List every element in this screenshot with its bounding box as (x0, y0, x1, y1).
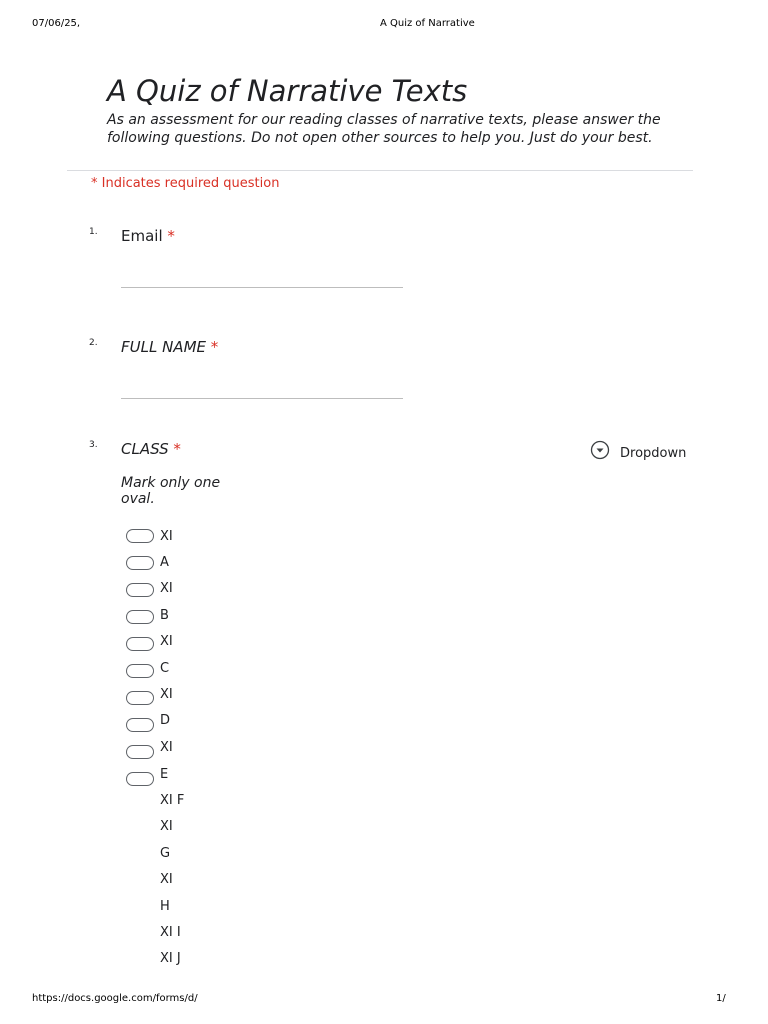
question-number: 2. (89, 338, 98, 348)
print-page-number: 1/ (716, 993, 726, 1004)
full-name-field[interactable] (121, 398, 403, 399)
class-option-label: H (160, 899, 170, 914)
dropdown-circle-icon (590, 440, 610, 460)
class-option-label: XI (160, 581, 173, 596)
question-title-text: CLASS (121, 440, 169, 458)
class-option-label: E (160, 767, 169, 782)
class-option-oval[interactable] (126, 583, 154, 597)
class-option-oval[interactable] (126, 529, 154, 543)
class-option-label: XI F (160, 793, 185, 808)
question-title-text: FULL NAME (121, 338, 206, 356)
class-option-oval[interactable] (126, 745, 154, 759)
class-option-label: D (160, 713, 171, 728)
class-option-oval[interactable] (126, 664, 154, 678)
class-option-oval[interactable] (126, 637, 154, 651)
form-title: A Quiz of Narrative Texts (107, 74, 468, 108)
required-asterisk: * (210, 338, 219, 356)
class-option-label: XI (160, 740, 173, 755)
question-number: 1. (89, 227, 98, 237)
class-option-label: A (160, 555, 169, 570)
class-option-oval[interactable] (126, 610, 154, 624)
required-asterisk: * (167, 227, 175, 245)
class-option-label: C (160, 661, 170, 676)
class-option-label: XI (160, 634, 173, 649)
class-option-label: XI J (160, 951, 181, 966)
class-option-oval[interactable] (126, 772, 154, 786)
print-url: https://docs.google.com/forms/d/ (32, 993, 198, 1004)
question-title-class (121, 440, 181, 458)
question-hint: Mark only one oval. (121, 475, 221, 507)
class-option-oval[interactable] (126, 691, 154, 705)
question-title-text: Email (121, 227, 163, 245)
required-asterisk: * (173, 440, 181, 458)
class-option-label: XI (160, 819, 173, 834)
required-note: * Indicates required question (91, 176, 280, 191)
class-option-label: B (160, 608, 169, 623)
question-number: 3. (89, 440, 98, 450)
print-doc-title: A Quiz of Narrative (380, 18, 475, 29)
class-option-oval[interactable] (126, 718, 154, 732)
form-description: As an assessment for our reading classes of narrative texts, please answer the following questions. Do not open other sources to help you. Just do your best. (107, 112, 661, 146)
class-option-label: XI I (160, 925, 181, 940)
email-field[interactable] (121, 287, 403, 288)
print-date: 07/06/25, (32, 18, 81, 29)
class-option-label: XI (160, 872, 173, 887)
question-title-email (121, 227, 175, 245)
question-type-label: Dropdown (620, 446, 687, 461)
class-option-label: XI (160, 687, 173, 702)
class-option-label: G (160, 846, 171, 861)
class-option-label: XI (160, 529, 173, 544)
header-divider (67, 170, 693, 171)
question-title-full-name (121, 338, 218, 356)
class-option-oval[interactable] (126, 556, 154, 570)
